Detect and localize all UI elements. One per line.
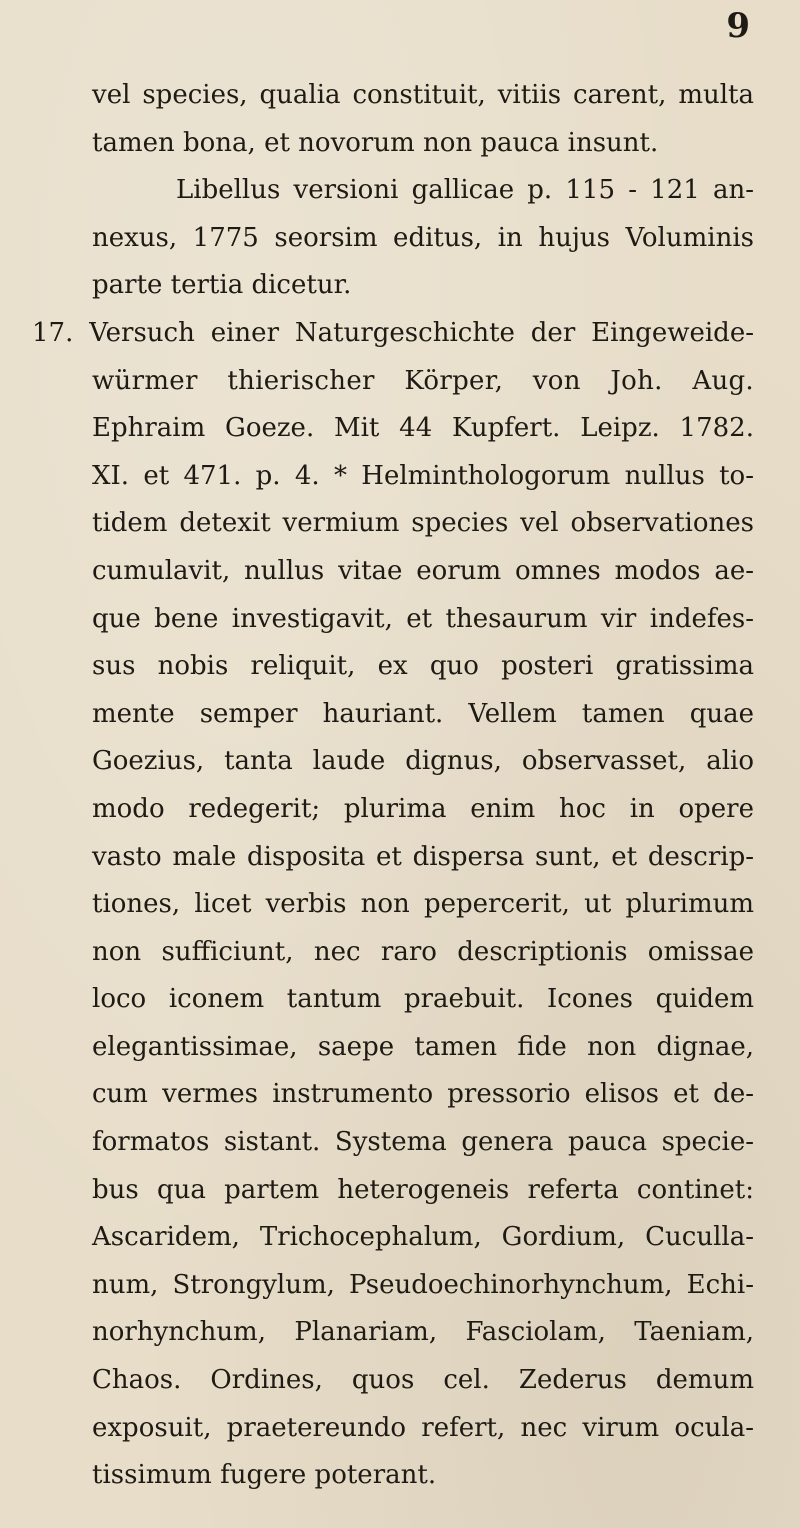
- page-number: 9: [726, 6, 750, 46]
- text-line: que bene investigavit, et thesaurum vir indefes-: [92, 603, 754, 634]
- text-line: elegantissimae, saepe tamen fide non dignae,: [92, 1031, 754, 1062]
- text-line: num, Strongylum, Pseudoechinorhynchum, Echi-: [92, 1269, 754, 1300]
- text-line: tissimum fugere poterant.: [92, 1460, 437, 1491]
- text-line: Chaos. Ordines, quos cel. Zederus demum: [92, 1365, 754, 1396]
- text-line: modo redegerit; plurima enim hoc in opere: [92, 793, 754, 824]
- text-line: XI. et 471. p. 4. * Helminthologorum nullus to-: [92, 460, 754, 491]
- text-line: nexus, 1775 seorsim editus, in hujus Voluminis: [92, 222, 754, 253]
- text-line: Goezius, tanta laude dignus, observasset, alio: [92, 746, 754, 777]
- entry-heading-line: 17. Versuch einer Naturgeschichte der Eingeweide-: [32, 317, 754, 348]
- text-line: norhynchum, Planariam, Fasciolam, Taeniam,: [92, 1317, 754, 1348]
- text-line: vasto male disposita et dispersa sunt, et descrip-: [92, 841, 754, 872]
- text-line: Ephraim Goeze. Mit 44 Kupfert. Leipz. 1782.: [92, 413, 754, 444]
- text-line: vel species, qualia constituit, vitiis carent, multa: [92, 80, 754, 110]
- text-line: Libellus versioni gallicae p. 115 - 121 an-: [176, 175, 754, 206]
- text-line: formatos sistant. Systema genera pauca specie-: [92, 1127, 754, 1158]
- text-line: cumulavit, nullus vitae eorum omnes modos ae-: [92, 555, 754, 586]
- text-line: tidem detexit vermium species vel observationes: [92, 508, 754, 539]
- text-line: mente semper hauriant. Vellem tamen quae: [92, 698, 754, 729]
- text-line: parte tertia dicetur.: [92, 270, 352, 301]
- text-line: Ascaridem, Trichocephalum, Gordium, Cuculla-: [92, 1222, 754, 1253]
- text-line: tamen bona, et novorum non pauca insunt.: [92, 127, 659, 158]
- text-line: exposuit, praetereundo refert, nec virum ocula-: [92, 1412, 754, 1443]
- text-column: [32, 72, 754, 1500]
- text-line: loco iconem tantum praebuit. Icones quidem: [92, 984, 754, 1015]
- text-line: cum vermes instrumento pressorio elisos et de-: [92, 1079, 754, 1110]
- text-line: bus qua partem heterogeneis referta continet:: [92, 1174, 754, 1205]
- text-line: sus nobis reliquit, ex quo posteri gratissima: [92, 651, 754, 682]
- text-line: non sufficiunt, nec raro descriptionis omissae: [92, 936, 754, 967]
- text-line: tiones, licet verbis non pepercerit, ut plurimum: [92, 889, 754, 920]
- text-line: würmer thierischer Körper, von Joh. Aug.: [92, 365, 754, 396]
